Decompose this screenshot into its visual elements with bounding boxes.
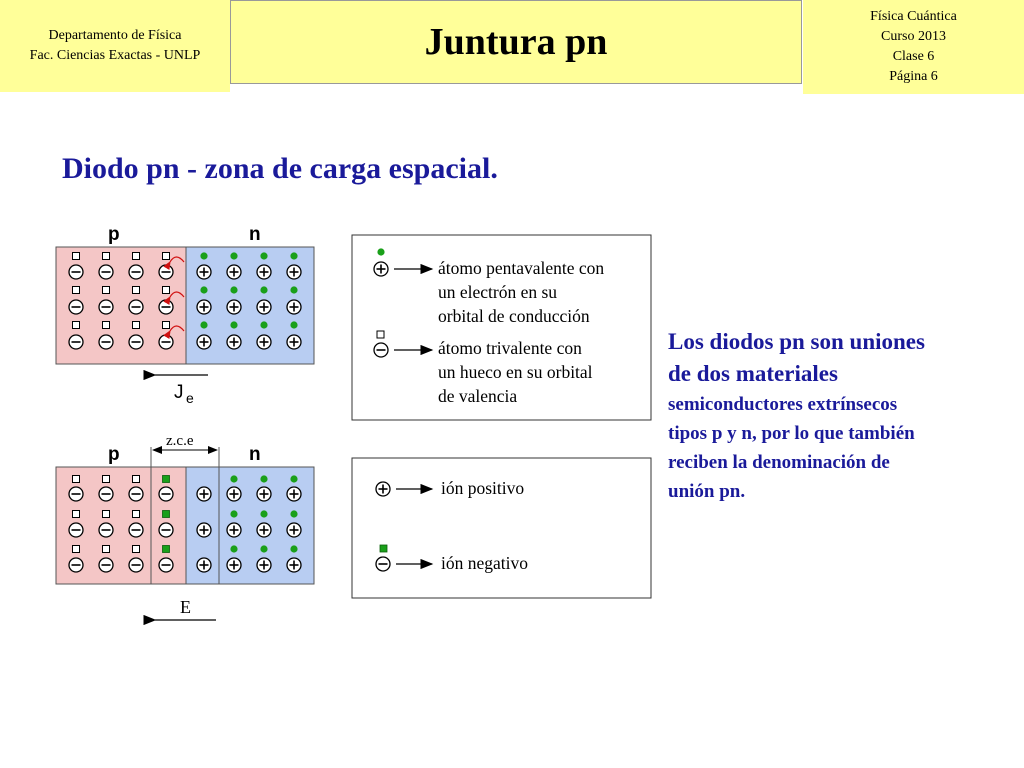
hole-icon	[73, 511, 80, 518]
positive-ion-icon	[227, 558, 241, 572]
top-junction	[56, 224, 314, 406]
legend-text: ión positivo	[441, 478, 525, 498]
negative-ion-icon	[129, 335, 143, 349]
positive-ion-icon	[287, 523, 301, 537]
negative-ion-icon	[129, 300, 143, 314]
negative-ion-icon	[159, 300, 173, 314]
negative-ion-icon	[69, 335, 83, 349]
negative-ion-icon	[69, 558, 83, 572]
negative-ion-icon	[99, 558, 113, 572]
course-year: Curso 2013	[881, 29, 946, 44]
hole-icon	[103, 322, 110, 329]
class-number: Clase 6	[892, 49, 935, 64]
negative-ion-icon	[159, 265, 173, 279]
electron-dot-icon	[260, 475, 267, 482]
positive-ion-icon	[287, 335, 301, 349]
positive-ion-icon	[257, 487, 271, 501]
positive-ion-icon	[197, 335, 211, 349]
electron-dot-icon	[290, 286, 297, 293]
negative-ion-icon	[129, 265, 143, 279]
hole-icon	[133, 546, 140, 553]
negative-ion-icon	[69, 265, 83, 279]
negative-ion-icon	[69, 487, 83, 501]
electron-dot-icon	[230, 475, 237, 482]
positive-ion-icon	[227, 523, 241, 537]
p-label: p	[108, 224, 120, 245]
hole-icon	[73, 476, 80, 483]
legend-bottom	[352, 458, 651, 598]
positive-ion-icon	[197, 265, 211, 279]
description-line: semiconductores extrínsecos	[668, 394, 898, 415]
positive-ion-icon	[197, 558, 211, 572]
trapped-electron-icon	[163, 511, 170, 518]
hole-icon	[133, 476, 140, 483]
hole-icon	[103, 546, 110, 553]
electron-dot-icon	[200, 286, 207, 293]
bottom-junction	[56, 433, 314, 620]
hole-icon	[103, 476, 110, 483]
legend-text: de valencia	[438, 386, 518, 406]
positive-ion-icon	[257, 523, 271, 537]
electron-dot-icon	[290, 475, 297, 482]
description-line: Los diodos pn son uniones	[668, 329, 925, 354]
field-label: E	[180, 597, 191, 617]
hole-icon	[103, 511, 110, 518]
negative-ion-icon	[69, 523, 83, 537]
negative-ion-icon	[129, 558, 143, 572]
n-label: n	[249, 444, 261, 465]
description-text	[668, 326, 1018, 506]
hole-icon	[73, 287, 80, 294]
positive-ion-icon	[197, 487, 211, 501]
current-label: J	[174, 382, 184, 403]
hole-icon	[163, 287, 170, 294]
electron-dot-icon	[230, 510, 237, 517]
positive-ion-icon	[257, 335, 271, 349]
positive-ion-icon	[227, 300, 241, 314]
positive-ion-icon	[227, 265, 241, 279]
hole-icon	[163, 253, 170, 260]
negative-ion-icon	[99, 265, 113, 279]
positive-ion-icon	[227, 335, 241, 349]
negative-ion-icon	[129, 487, 143, 501]
electron-dot-icon	[290, 545, 297, 552]
hole-icon	[133, 511, 140, 518]
positive-ion-icon	[257, 265, 271, 279]
hole-icon	[103, 253, 110, 260]
electron-dot-icon	[290, 510, 297, 517]
negative-ion-icon	[99, 300, 113, 314]
electron-dot-icon	[260, 321, 267, 328]
positive-ion-icon	[257, 558, 271, 572]
trapped-electron-icon	[163, 476, 170, 483]
hole-icon	[377, 331, 384, 338]
electron-dot-icon	[260, 252, 267, 259]
electron-dot-icon	[290, 321, 297, 328]
legend-text: átomo pentavalente con	[438, 258, 605, 278]
electron-dot-icon	[377, 248, 384, 255]
description-line: reciben la denominación de	[668, 452, 890, 473]
negative-ion-icon	[99, 335, 113, 349]
hole-icon	[73, 546, 80, 553]
positive-ion-icon	[197, 523, 211, 537]
legend-top	[352, 235, 651, 420]
current-subscript: e	[186, 390, 194, 406]
positive-ion-icon	[227, 487, 241, 501]
hole-icon	[163, 322, 170, 329]
hole-icon	[73, 322, 80, 329]
page-number: Página 6	[889, 69, 938, 84]
electron-dot-icon	[260, 510, 267, 517]
course-name: Física Cuántica	[870, 9, 957, 24]
negative-ion-icon	[69, 300, 83, 314]
negative-ion-icon	[159, 558, 173, 572]
negative-ion-icon	[99, 487, 113, 501]
hole-icon	[133, 287, 140, 294]
faculty-name: Fac. Ciencias Exactas - UNLP	[29, 48, 201, 63]
hole-icon	[133, 322, 140, 329]
slide-title: Juntura pn	[230, 0, 802, 84]
description-line: tipos p y n, por lo que también	[668, 423, 915, 444]
hole-icon	[73, 253, 80, 260]
positive-ion-icon	[287, 265, 301, 279]
description-line: de dos materiales	[668, 361, 838, 386]
electron-dot-icon	[200, 252, 207, 259]
zce-label: z.c.e	[166, 433, 194, 449]
positive-ion-icon	[287, 300, 301, 314]
positive-ion-icon	[287, 558, 301, 572]
legend-text: ión negativo	[441, 553, 528, 573]
trapped-electron-icon	[380, 545, 387, 552]
negative-ion-icon	[159, 523, 173, 537]
department-name: Departamento de Física	[48, 28, 182, 43]
positive-ion-icon	[197, 300, 211, 314]
legend-text: un electrón en su	[438, 282, 558, 302]
electron-dot-icon	[230, 545, 237, 552]
trapped-electron-icon	[163, 546, 170, 553]
p-label: p	[108, 444, 120, 465]
electron-dot-icon	[200, 321, 207, 328]
electron-dot-icon	[260, 545, 267, 552]
legend-text: orbital de conducción	[438, 306, 590, 326]
electron-dot-icon	[290, 252, 297, 259]
positive-ion-icon	[287, 487, 301, 501]
electron-dot-icon	[230, 252, 237, 259]
negative-ion-icon	[159, 487, 173, 501]
electron-dot-icon	[230, 286, 237, 293]
hole-icon	[133, 253, 140, 260]
legend-text: un hueco en su orbital	[438, 362, 593, 382]
positive-ion-icon	[257, 300, 271, 314]
negative-ion-icon	[159, 335, 173, 349]
n-label: n	[249, 224, 261, 245]
negative-ion-icon	[129, 523, 143, 537]
hole-icon	[103, 287, 110, 294]
electron-dot-icon	[230, 321, 237, 328]
negative-ion-icon	[99, 523, 113, 537]
electron-dot-icon	[260, 286, 267, 293]
section-subtitle: Diodo pn - zona de carga espacial.	[62, 152, 498, 185]
legend-text: átomo trivalente con	[438, 338, 582, 358]
description-line: unión pn.	[668, 481, 746, 502]
